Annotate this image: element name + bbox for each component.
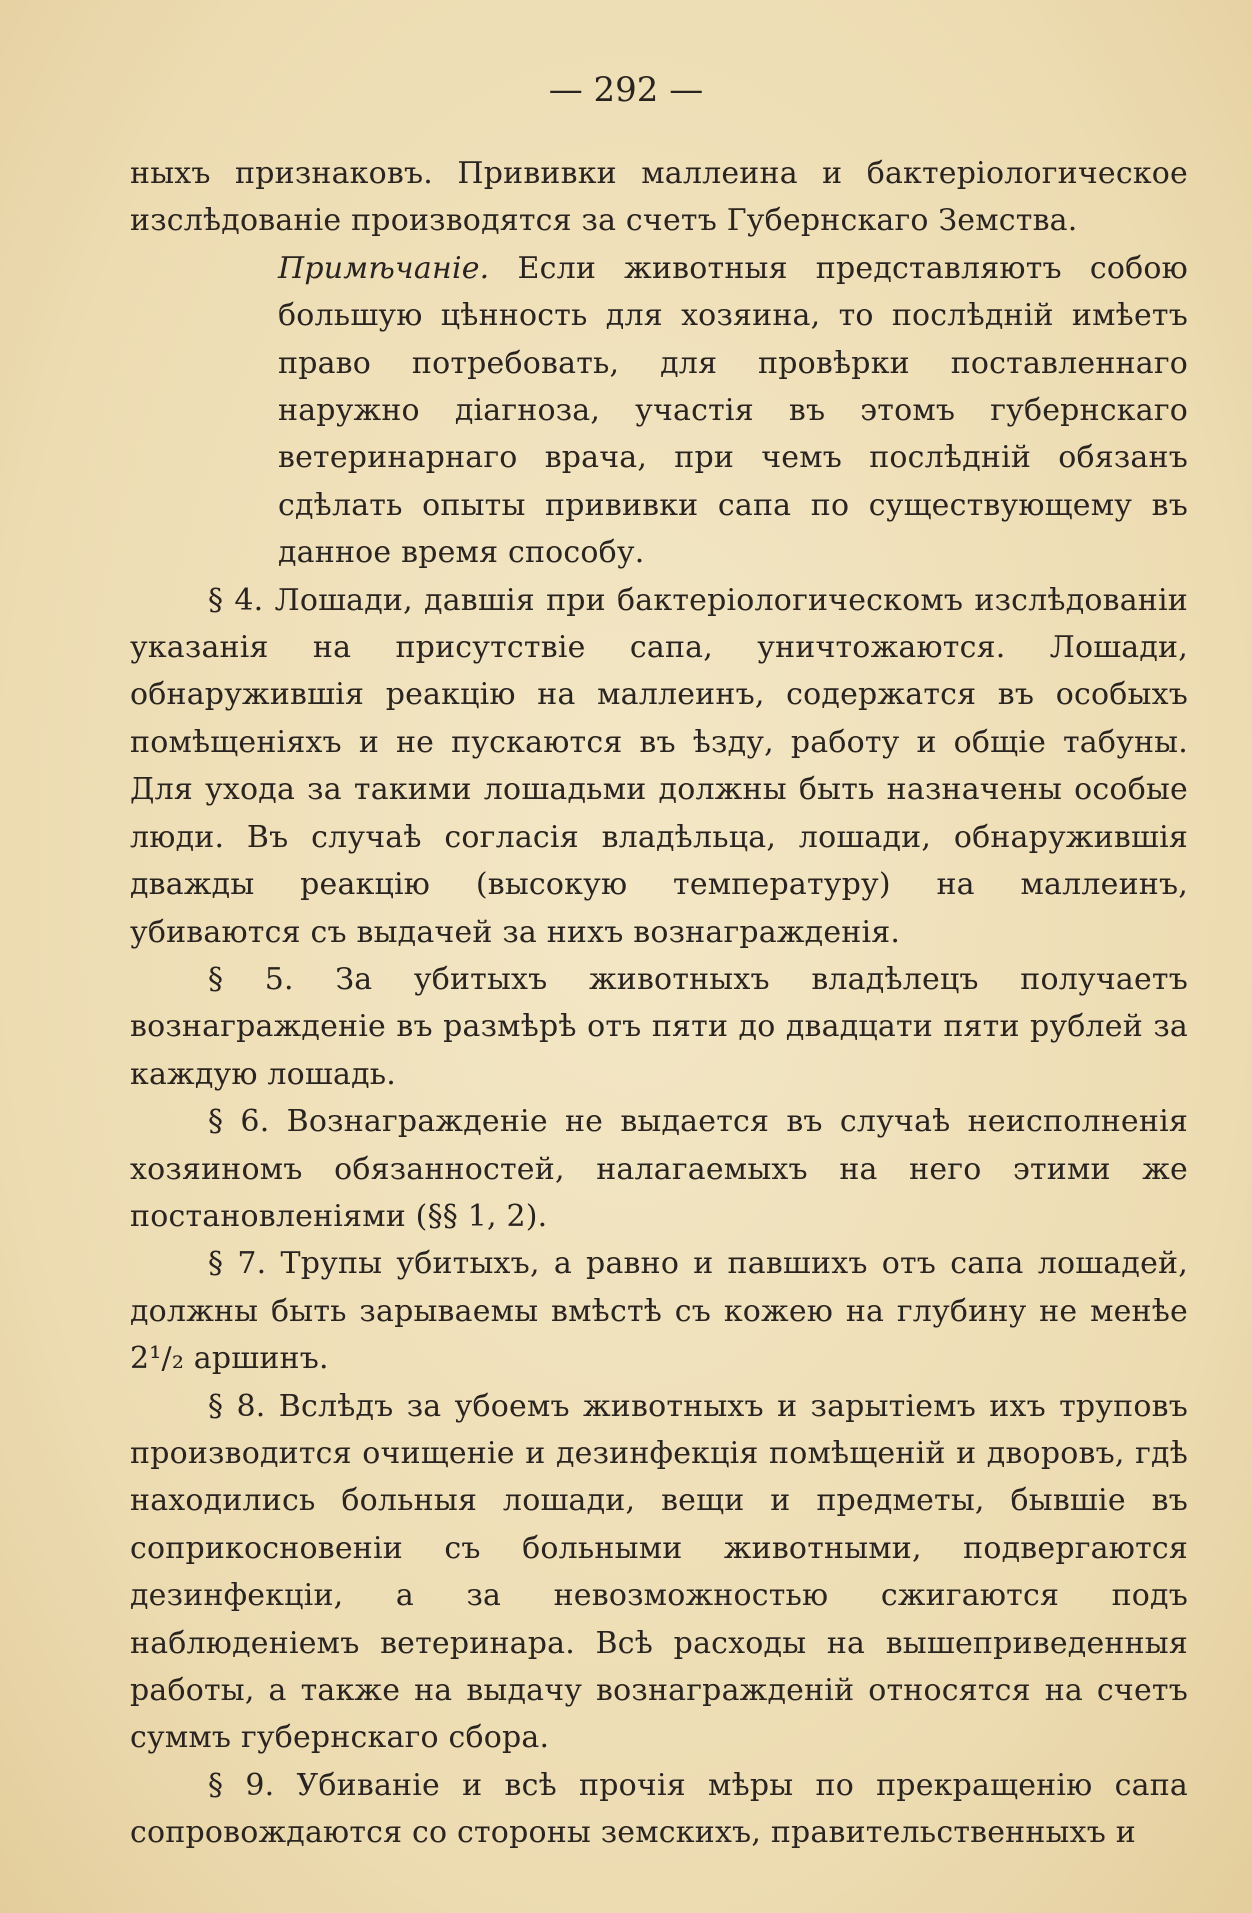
note-label: Примѣчаніе. [278, 250, 490, 286]
paragraph-continuation: ныхъ признаковъ. Прививки маллеина и бактеріологическое изслѣдованіе производятся за счетъ Губернскаго Земства. [130, 156, 1188, 239]
paragraph-section-6: § 6. Вознагражденіе не выдается въ случаѣ неисполненія хозяиномъ обязанностей, налагаемыхъ на него этими же постановленіями (§§ 1, 2). [130, 1104, 1188, 1234]
paragraph-section-9: § 9. Убиваніе и всѣ прочія мѣры по прекращенію сапа сопровождаются со стороны земскихъ, правительственныхъ и [130, 1767, 1188, 1851]
note-text: Если животныя представляютъ собою большую цѣнность для хозяина, то послѣдній имѣетъ право потребовать, для провѣрки поставленнаго наружно діагноза, участія въ этомъ губернскаго ветеринарнаго врача, при чемъ послѣдній обязанъ сдѣлать опыты прививки сапа по существующему въ данное время способу. [278, 250, 1188, 571]
text-body [130, 150, 1188, 1857]
paragraph-section-4: § 4. Лошади, давшія при бактеріологическомъ изслѣдованіи указанія на присутствіе сапа, уничтожаются. Лошади, обнаружившія реакцію на маллеинъ, содержатся въ особыхъ помѣщеніяхъ и не пускаются въ ѣзду, работу и общіе табуны. Для ухода за такими лошадьми должны быть назначены особые люди. Въ случаѣ согласія владѣльца, лошади, обнаружившія дважды реакцію (высокую температуру) на маллеинъ, убиваются съ выдачей за нихъ вознагражденія. [130, 582, 1188, 950]
paragraph-section-5: § 5. За убитыхъ животныхъ владѣлецъ получаетъ вознагражденіе въ размѣрѣ отъ пяти до двадцати пяти рублей за каждую лошадь. [130, 961, 1188, 1092]
page-number: — 292 — [548, 70, 704, 110]
paragraph-section-7: § 7. Трупы убитыхъ, а равно и павшихъ отъ сапа лошадей, должны быть зарываемы вмѣстѣ съ кожею на глубину не менѣе 2¹/₂ аршинъ. [130, 1246, 1188, 1377]
paragraph-section-8: § 8. Вслѣдъ за убоемъ животныхъ и зарытіемъ ихъ труповъ производится очищеніе и дезинфекція помѣщеній и дворовъ, гдѣ находились больныя лошади, вещи и предметы, бывшіе въ соприкосновеніи съ больными животными, подвергаются дезинфекціи, а за невозможностью сжигаются подъ наблюденіемъ ветеринара. Всѣ расходы на вышеприведенныя работы, а также на выдачу вознагражденій относятся на счетъ суммъ губернскаго сбора. [130, 1388, 1188, 1756]
paragraph-note [278, 245, 1188, 577]
